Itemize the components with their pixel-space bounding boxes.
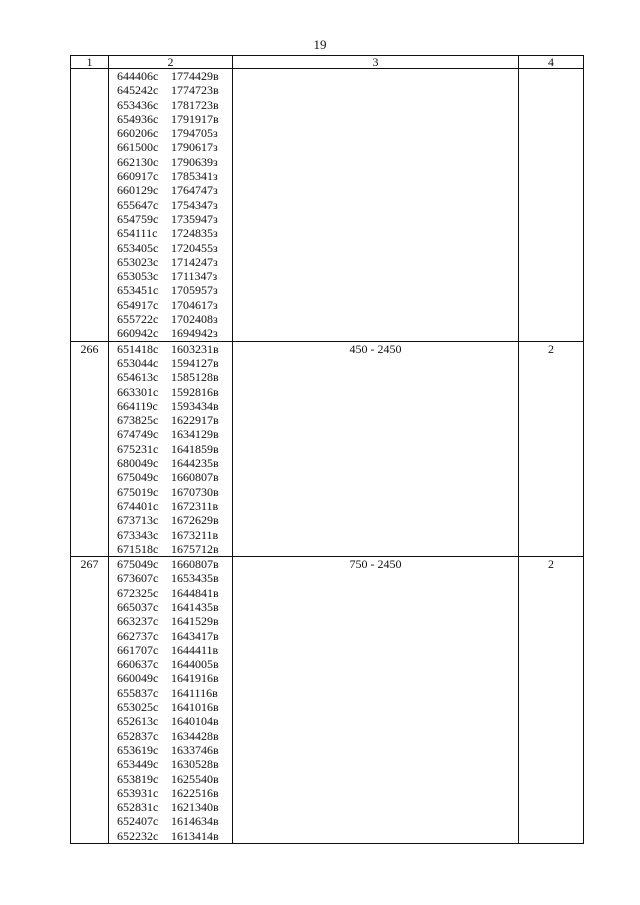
latitude-value: 652407с [117,814,159,829]
longitude-value: 1675712в [171,541,219,556]
coordinate-pair [117,829,232,843]
latitude-value: 662130с [117,154,159,169]
coordinate-pair [117,586,232,600]
area-number-cell: 267 [71,557,109,844]
latitude-value: 661500с [117,140,159,155]
coordinate-pair [117,714,232,728]
latitude-value: 654111с [117,226,158,241]
latitude-value: 660942с [117,326,159,341]
latitude-value: 661707с [117,642,159,657]
longitude-value: 1641859в [171,441,219,456]
column-header-3: 3 [233,56,519,69]
coordinate-pair [117,69,232,83]
latitude-value: 652232с [117,828,159,843]
latitude-value: 660917с [117,169,159,184]
latitude-value: 663301с [117,384,159,399]
table-body [71,69,584,844]
longitude-value: 1705957з [171,283,218,298]
latitude-value: 653619с [117,742,159,757]
coordinate-pair [117,470,232,484]
coordinate-pair [117,614,232,628]
coordinate-pair [117,427,232,441]
area-number-cell: 266 [71,341,109,556]
longitude-value: 1622917в [171,413,219,428]
longitude-value: 1622516в [171,785,219,800]
latitude-value: 653451с [117,283,159,298]
latitude-value: 675049с [117,557,159,572]
latitude-value: 655722с [117,312,159,327]
longitude-value: 1653435в [171,571,219,586]
latitude-value: 652831с [117,800,159,815]
table-row [71,69,584,342]
coordinate-pair [117,183,232,197]
longitude-value: 1714247з [171,254,218,269]
latitude-value: 653449с [117,757,159,772]
latitude-value: 653023с [117,254,159,269]
coordinate-pair [117,198,232,212]
latitude-value: 673825с [117,413,159,428]
coordinate-pair [117,126,232,140]
longitude-value: 1625540в [171,771,219,786]
latitude-value: 673343с [117,527,159,542]
latitude-value: 653436с [117,97,159,112]
longitude-value: 1603231в [171,341,219,356]
longitude-value: 1794705з [171,126,218,141]
latitude-value: 653025с [117,700,159,715]
longitude-value: 1593434в [171,398,219,413]
latitude-value: 672325с [117,585,159,600]
longitude-value: 1735947з [171,211,218,226]
longitude-value: 1613414в [171,828,219,843]
latitude-value: 652837с [117,728,159,743]
longitude-value: 1754347з [171,197,218,212]
latitude-value: 662737с [117,628,159,643]
coordinate-pair [117,528,232,542]
longitude-value: 1630528в [171,757,219,772]
coordinate-pair [117,814,232,828]
coordinate-pair [117,413,232,427]
latitude-value: 654917с [117,297,159,312]
group-cell: 2 [519,557,584,844]
column-header-1: 1 [71,56,109,69]
longitude-value: 1643417в [171,628,219,643]
latitude-value: 653819с [117,771,159,786]
longitude-value: 1774429в [171,69,219,83]
longitude-value: 1660807в [171,470,219,485]
coordinate-pair [117,557,232,571]
column-header-4: 4 [519,56,584,69]
latitude-value: 655647с [117,197,159,212]
longitude-value: 1774723в [171,83,219,98]
coordinate-pair [117,800,232,814]
longitude-value: 1790639з [171,154,218,169]
longitude-value: 1670730в [171,484,219,499]
coordinate-pair [117,643,232,657]
latitude-value: 654613с [117,370,159,385]
coordinate-pair [117,600,232,614]
latitude-value: 660637с [117,657,159,672]
coordinate-pair [117,112,232,126]
coordinate-pair [117,226,232,240]
coordinate-pair [117,700,232,714]
depth-range-cell [233,69,519,342]
latitude-value: 663237с [117,614,159,629]
coordinate-pair [117,729,232,743]
coordinate-pair [117,442,232,456]
latitude-value: 652613с [117,714,159,729]
latitude-value: 653044с [117,355,159,370]
coordinate-pair [117,140,232,154]
coordinate-pair [117,399,232,413]
coordinates-cell [109,557,233,844]
longitude-value: 1592816в [171,384,219,399]
group-cell: 2 [519,341,584,556]
coordinate-pair [117,356,232,370]
coordinate-pair [117,686,232,700]
latitude-value: 653405с [117,240,159,255]
longitude-value: 1594127в [171,355,219,370]
latitude-value: 660129с [117,183,159,198]
coordinate-pair [117,312,232,326]
longitude-value: 1621340в [171,800,219,815]
coordinate-pair [117,241,232,255]
longitude-value: 1641116в [171,685,218,700]
coordinate-pair [117,772,232,786]
coordinate-pair [117,456,232,470]
coordinate-list [109,69,232,341]
table-row [71,341,584,556]
latitude-value: 673713с [117,513,159,528]
longitude-value: 1634129в [171,427,219,442]
longitude-value: 1660807в [171,557,219,572]
coordinate-pair [117,326,232,340]
latitude-value: 674749с [117,427,159,442]
coordinates-cell [109,69,233,342]
latitude-value: 673607с [117,571,159,586]
longitude-value: 1711347з [171,269,218,284]
longitude-value: 1791917в [171,111,219,126]
longitude-value: 1644005в [171,657,219,672]
latitude-value: 644406с [117,69,159,83]
latitude-value: 671518с [117,541,159,556]
depth-range-cell: 750 - 2450 [233,557,519,844]
longitude-value: 1694942з [171,326,218,341]
longitude-value: 1672629в [171,513,219,528]
latitude-value: 653931с [117,785,159,800]
longitude-value: 1644235в [171,456,219,471]
longitude-value: 1673211в [171,527,219,542]
coordinate-pair [117,169,232,183]
coordinate-pair [117,155,232,169]
column-header-2: 2 [109,56,233,69]
longitude-value: 1641529в [171,614,219,629]
coordinate-pair [117,657,232,671]
latitude-value: 660049с [117,671,159,686]
coordinate-pair [117,629,232,643]
coordinate-pair [117,485,232,499]
longitude-value: 1640104в [171,714,219,729]
coordinate-pair [117,542,232,556]
coordinate-list [109,557,232,843]
latitude-value: 680049с [117,456,159,471]
coordinate-pair [117,571,232,585]
coordinates-table [70,55,584,844]
longitude-value: 1720455з [171,240,218,255]
coordinate-pair [117,298,232,312]
latitude-value: 664119с [117,398,158,413]
latitude-value: 674401с [117,498,159,513]
longitude-value: 1585128в [171,370,219,385]
latitude-value: 655837с [117,685,159,700]
longitude-value: 1641916в [171,671,219,686]
latitude-value: 645242с [117,83,159,98]
latitude-value: 651418с [117,341,159,356]
coordinate-pair [117,370,232,384]
longitude-value: 1644411в [171,642,219,657]
coordinate-pair [117,212,232,226]
longitude-value: 1634428в [171,728,219,743]
table-header-row [71,56,584,69]
latitude-value: 653053с [117,269,159,284]
coordinate-pair [117,83,232,97]
longitude-value: 1614634в [171,814,219,829]
latitude-value: 675231с [117,441,159,456]
coordinate-pair [117,499,232,513]
coordinate-pair [117,98,232,112]
coordinate-pair [117,743,232,757]
coordinate-pair [117,513,232,527]
longitude-value: 1785341з [171,169,218,184]
longitude-value: 1704617з [171,297,218,312]
coordinate-pair [117,255,232,269]
coordinate-pair [117,283,232,297]
coordinate-pair [117,786,232,800]
longitude-value: 1702408з [171,312,218,327]
latitude-value: 675049с [117,470,159,485]
table-row [71,557,584,844]
longitude-value: 1790617з [171,140,218,155]
longitude-value: 1644841в [171,585,219,600]
latitude-value: 660206с [117,126,159,141]
longitude-value: 1764747з [171,183,218,198]
latitude-value: 675019с [117,484,159,499]
latitude-value: 665037с [117,599,159,614]
depth-range-cell: 450 - 2450 [233,341,519,556]
coordinate-pair [117,671,232,685]
latitude-value: 654759с [117,211,159,226]
longitude-value: 1781723в [171,97,219,112]
group-cell [519,69,584,342]
coordinate-list [109,342,232,556]
longitude-value: 1633746в [171,742,219,757]
longitude-value: 1641016в [171,700,219,715]
coordinates-cell [109,341,233,556]
latitude-value: 654936с [117,111,159,126]
coordinate-pair [117,385,232,399]
longitude-value: 1641435в [171,599,219,614]
coordinate-pair [117,269,232,283]
coordinate-pair [117,342,232,356]
longitude-value: 1724835з [171,226,218,241]
longitude-value: 1672311в [171,498,219,513]
area-number-cell [71,69,109,342]
page-number: 19 [313,37,327,52]
coordinate-pair [117,757,232,771]
